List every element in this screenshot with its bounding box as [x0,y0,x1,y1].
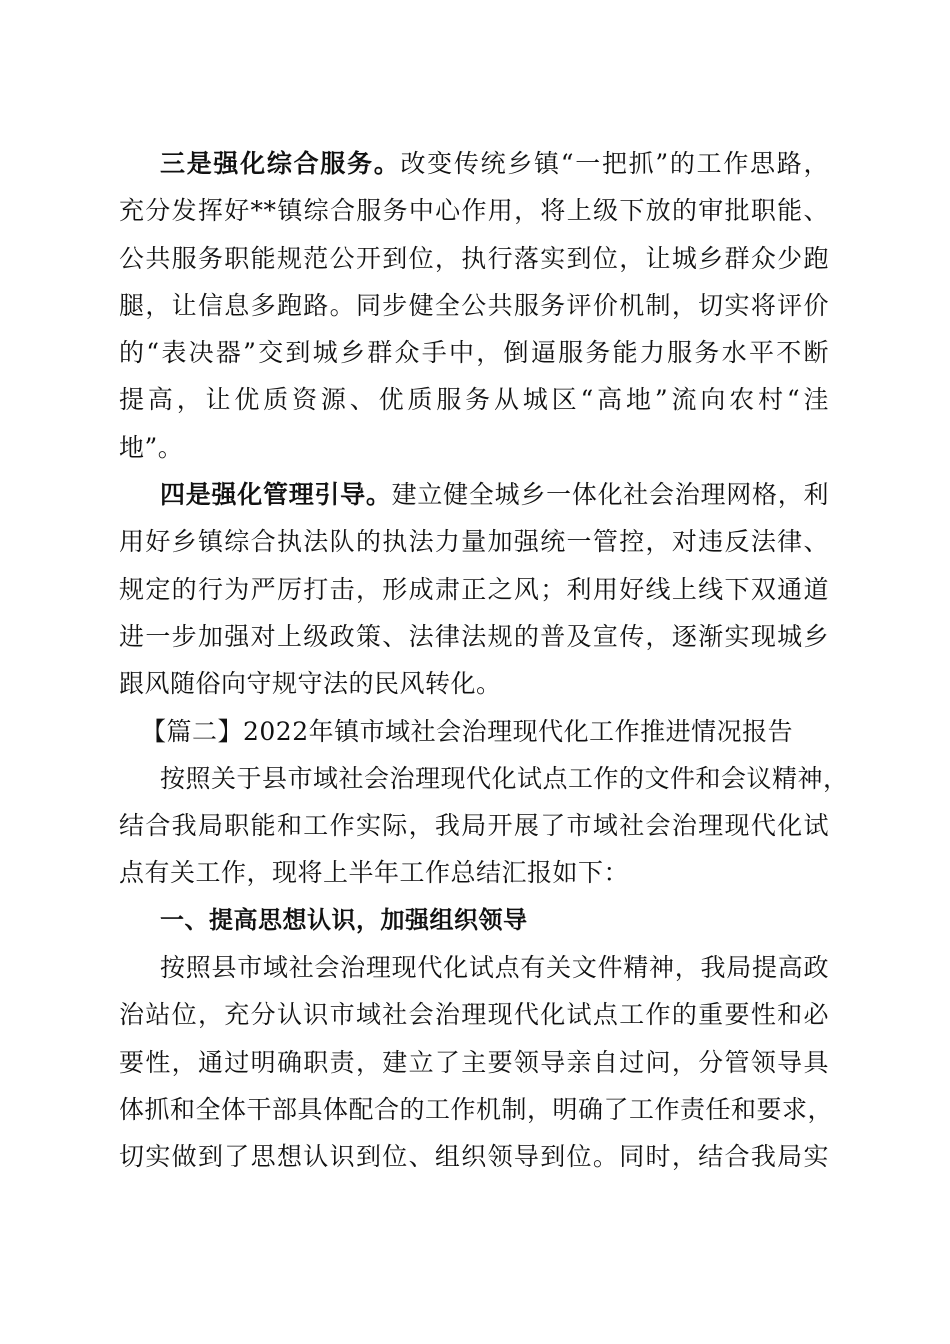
article-title: 【篇二】2022年镇市域社会治理现代化工作推进情况报告 [141,716,794,746]
paragraph-4-lead: 四是强化管理引导。 [160,480,392,510]
paragraph-3-line-1 [119,140,829,187]
section-1-line-2: 治站位，充分认识市域社会治理现代化试点工作的重要性和必 [119,1000,829,1030]
paragraph-4-line-4: 进一步加强对上级政策、法律法规的普及宣传，逐渐实现城乡 [119,621,829,651]
document-body [119,140,849,1181]
section-1-line-1: 按照县市域社会治理现代化试点有关文件精神，我局提高政 [160,953,829,983]
paragraph-3-lead: 三是强化综合服务。 [160,149,401,178]
paragraph-4-text: 建立健全城乡一体化社会治理网格，利 [391,480,829,510]
paragraph-3-line-5: 的“表决器”交到城乡群众手中，倒逼服务能力服务水平不断 [119,338,829,368]
intro-line-3: 点有关工作，现将上半年工作总结汇报如下： [119,858,630,888]
paragraph-3-line-3: 公共服务职能规范公开到位，执行落实到位，让城乡群众少跑 [119,243,829,273]
paragraph-4-line-5: 跟风随俗向守规守法的民风转化。 [119,669,502,699]
intro-line-1: 按照关于县市域社会治理现代化试点工作的文件和会议精神， [160,763,849,793]
intro-line-2: 结合我局职能和工作实际，我局开展了市域社会治理现代化试 [119,811,829,841]
paragraph-4-line-3: 规定的行为严厉打击，形成肃正之风；利用好线上线下双通道 [119,574,829,604]
paragraph-3-line-2: 充分发挥好**镇综合服务中心作用，将上级下放的审批职能、 [119,196,829,226]
paragraph-3-line-6: 提高，让优质资源、优质服务从城区“高地”流向农村“洼 [119,385,829,415]
section-1-line-5: 切实做到了思想认识到位、组织领导到位。同时，结合我局实 [119,1142,829,1172]
section-1-line-3: 要性，通过明确职责，建立了主要领导亲自过问，分管领导具 [119,1047,829,1077]
paragraph-4-line-1 [119,471,829,518]
paragraph-3-text: 改变传统乡镇“一把抓”的工作思路， [400,149,829,178]
section-1-heading: 一、提高思想认识，加强组织领导 [160,905,528,934]
paragraph-3-line-7: 地”。 [119,432,184,462]
paragraph-4-line-2: 用好乡镇综合执法队的执法力量加强统一管控，对违反法律、 [119,527,829,557]
paragraph-3-line-4: 腿，让信息多跑路。同步健全公共服务评价机制，切实将评价 [119,290,829,320]
section-1-line-4: 体抓和全体干部具体配合的工作机制，明确了工作责任和要求， [119,1094,834,1124]
